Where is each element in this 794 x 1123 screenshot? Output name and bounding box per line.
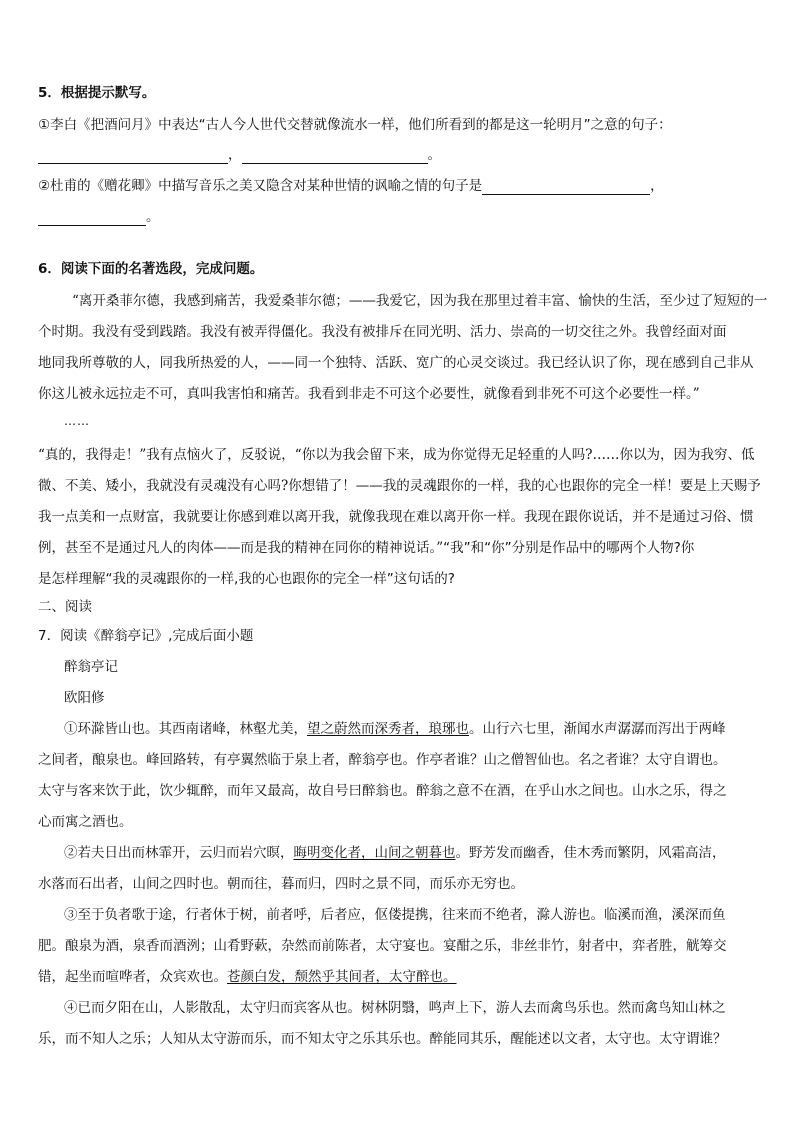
comma: ， <box>650 178 664 194</box>
q5-item2 <box>38 177 664 195</box>
q6-title: 6．阅读下面的名著选段，完成问题。 <box>38 261 264 277</box>
answer-blank[interactable] <box>482 180 650 195</box>
answer-blank[interactable] <box>38 211 146 226</box>
q5-item1-answer-line <box>38 146 441 164</box>
q6-passage-line: 个时期。我没有受到践踏。我没有被弄得僵化。我没有被排斥在同光明、活力、崇高的一切交往之外。我曾经面对面 <box>38 324 727 340</box>
text: 。野芳发而幽香，佳木秀而繁阴，风霜高洁， <box>455 845 726 861</box>
para4-line2: 乐，而不知人之乐；人知从太守游而乐，而不知太守之乐其乐也。醉能同其乐，醒能述以文者，太守也。太守谓谁？ <box>38 1031 727 1047</box>
ellipsis: …… <box>64 414 90 428</box>
text: 错，起坐而喧哗者，众宾欢也。 <box>38 969 227 985</box>
period: 。 <box>427 147 441 163</box>
para1-line2: 之间者，酿泉也。峰回路转，有亭翼然临于泉上者，醉翁亭也。作亭者谁？山之僧智仙也。名之者谁？太守自谓也。 <box>38 752 727 768</box>
work-title: 醉翁亭记 <box>64 659 118 675</box>
author: 欧阳修 <box>64 690 105 706</box>
para3-line3 <box>38 968 457 986</box>
q6-passage-line: 我一点美和一点财富，我就要让你感到难以离开我，就像我现在难以离开你一样。我现在跟你说话，并不是通过习俗、惯 <box>38 509 754 525</box>
q6-passage-line: “离开桑菲尔德，我感到痛苦，我爱桑菲尔德；——我爱它，因为我在那里过着丰富、愉快的生活，至少过了短短的一 <box>72 293 768 309</box>
q6-passage-line: 微、不美、矮小，我就没有灵魂没有心吗?你想错了！——我的灵魂跟你的一样，我的心也跟你的完全一样！要是上天赐予 <box>38 478 761 494</box>
q6-passage-line: 地同我所尊敬的人，同我所热爱的人，——同一个独特、活跃、宽广的心灵交谈过。我已经认识了你，现在感到自己非从 <box>38 355 754 371</box>
para1-line3: 太守与客来饮于此，饮少辄醉，而年又最高，故自号曰醉翁也。醉翁之意不在酒，在乎山水之间也。山水之乐，得之 <box>38 783 727 799</box>
comma: ， <box>228 147 242 163</box>
q6-question: “我”和“你”分别是作品中的哪两个人物?你 <box>443 540 695 556</box>
q5-item2-text: ②杜甫的《赠花卿》中描写音乐之美又隐含对某种世情的讽喻之情的句子是 <box>38 178 483 194</box>
q6-passage-line: 你这儿被永远拉走不可，真叫我害怕和痛苦。我看到非走不可这个必要性，就像看到非死不可这个必要性一样。” <box>38 386 700 402</box>
para4-line1: ④已而夕阳在山，人影散乱，太守归而宾客从也。树林阴翳，鸣声上下，游人去而禽鸟乐也。然而禽鸟知山林之 <box>64 1000 726 1016</box>
q6-passage-question-line <box>38 539 694 557</box>
underlined-sentence: 晦明变化者，山间之朝暮也 <box>293 845 456 861</box>
text: ①环滁皆山也。其西南诸峰，林壑尤美， <box>64 721 307 737</box>
answer-blank[interactable] <box>38 149 228 164</box>
text: 。山行六七里，渐闻水声潺潺而泻出于两峰 <box>469 721 726 737</box>
underlined-sentence: 苍颜白发，颓然乎其间者，太守醉也。 <box>227 969 457 985</box>
section-heading: 二、阅读 <box>38 599 92 615</box>
q6-passage-end: 例，甚至不是通过凡人的肉体——而是我的精神在同你的精神说话。” <box>38 540 444 556</box>
para3-line1: ③至于负者歌于途，行者休于树，前者呼，后者应，伛偻提携，往来而不绝者，滁人游也。临溪而渔，溪深而鱼 <box>64 907 726 923</box>
para3-line2: 肥。酿泉为酒，泉香而酒洌；山肴野蔌，杂然而前陈者，太守宴也。宴酣之乐，非丝非竹，射者中，弈者胜，觥筹交 <box>38 938 727 954</box>
q7-title: 7．阅读《醉翁亭记》,完成后面小题 <box>38 628 254 644</box>
underlined-sentence: 望之蔚然而深秀者，琅琊也 <box>307 721 469 737</box>
answer-blank[interactable] <box>242 149 428 164</box>
q5-item1: ①李白《把酒问月》中表达“古人今人世代交替就像流水一样，他们所看到的都是这一轮明月”之意的句子： <box>38 117 672 133</box>
q5-item2-answer-line <box>38 208 160 226</box>
para2-line1 <box>64 844 726 862</box>
q6-question-line2: 是怎样理解“我的灵魂跟你的一样,我的心也跟你的完全一样”这句话的? <box>38 571 455 587</box>
para1-line1 <box>64 720 726 738</box>
q6-passage-line: “真的，我得走！”我有点恼火了，反驳说，“你以为我会留下来，成为你觉得无足轻重的人吗?……你以为，因为我穷、低 <box>38 447 755 463</box>
q5-title: 5．根据提示默写。 <box>38 85 156 101</box>
text: ②若夫日出而林霏开，云归而岩穴暝， <box>64 845 294 861</box>
para2-line2: 水落而石出者，山间之四时也。朝而往，暮而归，四时之景不同，而乐亦无穷也。 <box>38 876 524 892</box>
para1-line4: 心而寓之酒也。 <box>38 814 133 830</box>
period: 。 <box>146 209 160 225</box>
